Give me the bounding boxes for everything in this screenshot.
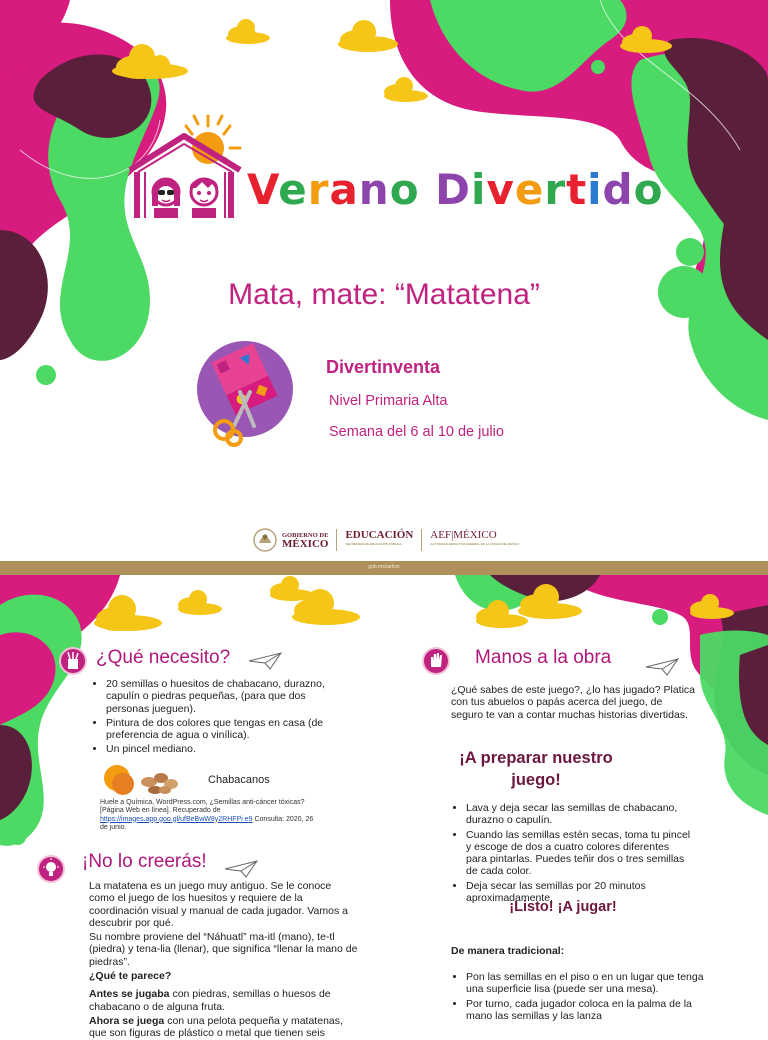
list-item: • Un pincel mediano. [106,743,327,755]
title-letter: a [329,165,359,214]
list-item: • Cuando las semillas estén secas, toma tu pincel y escoge de dos a cuatro colores diferentes para pintarlas. Puedes teñir dos o tres semillas de cada color. [466,829,692,878]
hands-paragraph: ¿Qué sabes de este juego?, ¿lo has jugado? Platica con tus abuelos o papás acerca del juego, de seguro te van a contar muchas historias divertidas. [451,684,695,721]
title-letter [420,165,436,214]
wow-paragraph-1: La matatena es un juego muy antiguo. Se le conoce como el juego de los huesitos y requiere de la coordinación visual y manual de cada jugador. Vamos a descubrir por qué. [89,880,348,929]
paper-plane-icon [224,859,258,879]
national-seal-icon [252,527,278,553]
list-item: • 20 semillas o huesitos de chabacano, durazno, capulín o piedras pequeñas, (para que dos personas jueguen). [106,678,327,715]
gob-line2: MÉXICO [282,538,329,550]
list-item: • Pintura de dos colores que tengas en casa (de preferencia de agua o vinílica). [106,717,327,742]
paper-plane-icon [645,657,679,677]
aef-logo-text: AEF|MÉXICO [430,529,497,541]
paper-plane-icon [248,651,282,671]
title-letter: r [307,165,330,214]
prep-title: ¡A preparar nuestro juego! [459,749,613,789]
aef-subtitle: AUTORIDAD EDUCATIVA FEDERAL EN LA CIUDAD DE MÉXICO [430,542,520,546]
cover-page [0,0,768,518]
footer-bar [0,561,768,575]
title-letter: e [278,165,308,214]
raised-hand-icon [422,647,450,675]
title-letter: t [566,165,588,214]
document-title: Mata, mate: “Matatena” [228,278,540,311]
need-title: ¿Qué necesito? [96,647,231,668]
footer-url: gob.mx/aefcm [368,564,400,570]
cover-background-blobs [0,0,768,518]
wow-title: ¡No lo creerás! [82,851,207,872]
title-letter: n [358,165,390,214]
wow-question: ¿Qué te parece? [89,970,172,983]
house-logo-icon [124,112,246,220]
section-name: Divertinventa [326,357,441,377]
credit-link[interactable]: https://images.app.goo.gl/ufBeBwW8y2RHFPi e9 [100,815,253,823]
hands-title: Manos a la obra [475,647,612,668]
title-letter: o [633,165,664,214]
wow-text [89,880,359,1040]
title-letter: o [389,165,420,214]
image-credit: Huele a Química, WordPress.com, ¿Semillas anti-cáncer tóxicas? [Página Web en línea]. Recuperado de https://images.app.goo.gl/ufBeBwW8y2RHFPi e9 Consulta: 2020, 26 de junio. [100,799,314,831]
trad-title: De manera tradicional: [451,945,565,957]
week-label: Semana del 6 al 10 de julio [329,424,504,440]
program-title [247,165,663,214]
title-letter: d [602,165,634,214]
wow-paragraph-3: Antes se jugaba con piedras, semillas o huesos de chabacano o de alguna fruta. [89,988,331,1013]
content-page [0,575,768,1040]
gobierno-mexico-logo [252,527,519,553]
list-item: • Lava y deja secar las semillas de chabacano, durazno o capulín. [466,802,692,827]
gob-line1: GOBIERNO DE [282,532,329,539]
list-item: • Deja secar las semillas por 20 minutos aproximadamente. [466,880,692,905]
scissors-craft-icon [196,340,296,446]
title-letter: V [247,165,279,214]
title-letter: e [514,165,545,214]
image-caption: Chabacanos [208,774,270,786]
title-letter: D [435,165,472,214]
apricot-seeds-image [103,760,183,800]
play-title: ¡Listo! ¡A jugar! [509,899,617,915]
title-letter: v [486,165,515,214]
need-list [92,678,327,758]
wow-paragraph-4: Ahora se juega con una pelota pequeña y matatenas, que son figuras de plástico o metal que tienen seis [89,1014,343,1040]
sep-logo-text: EDUCACIÓN [345,529,414,541]
title-letter: i [471,165,487,214]
title-letter: r [544,165,567,214]
level-label: Nivel Primaria Alta [329,393,448,409]
wow-paragraph-2: Su nombre proviene del “Náhuatl” ma-itl (mano), te-tl (piedra) y tena-lia (llenar), que significa “llenar la mano de piedras”. [89,931,358,968]
pencil-cup-icon [59,647,87,675]
trad-list [452,971,707,1024]
list-item: • Por turno, cada jugador coloca en la palma de la mano las semillas y las lanza [466,998,707,1023]
sep-subtitle: SECRETARÍA DE EDUCACIÓN PÚBLICA [345,542,402,546]
prep-list [452,802,692,906]
list-item: • Pon las semillas en el piso o en un lugar que tenga una superficie lisa (puede ser una mesa). [466,971,707,996]
lightbulb-icon [37,855,65,883]
title-letter: i [587,165,603,214]
